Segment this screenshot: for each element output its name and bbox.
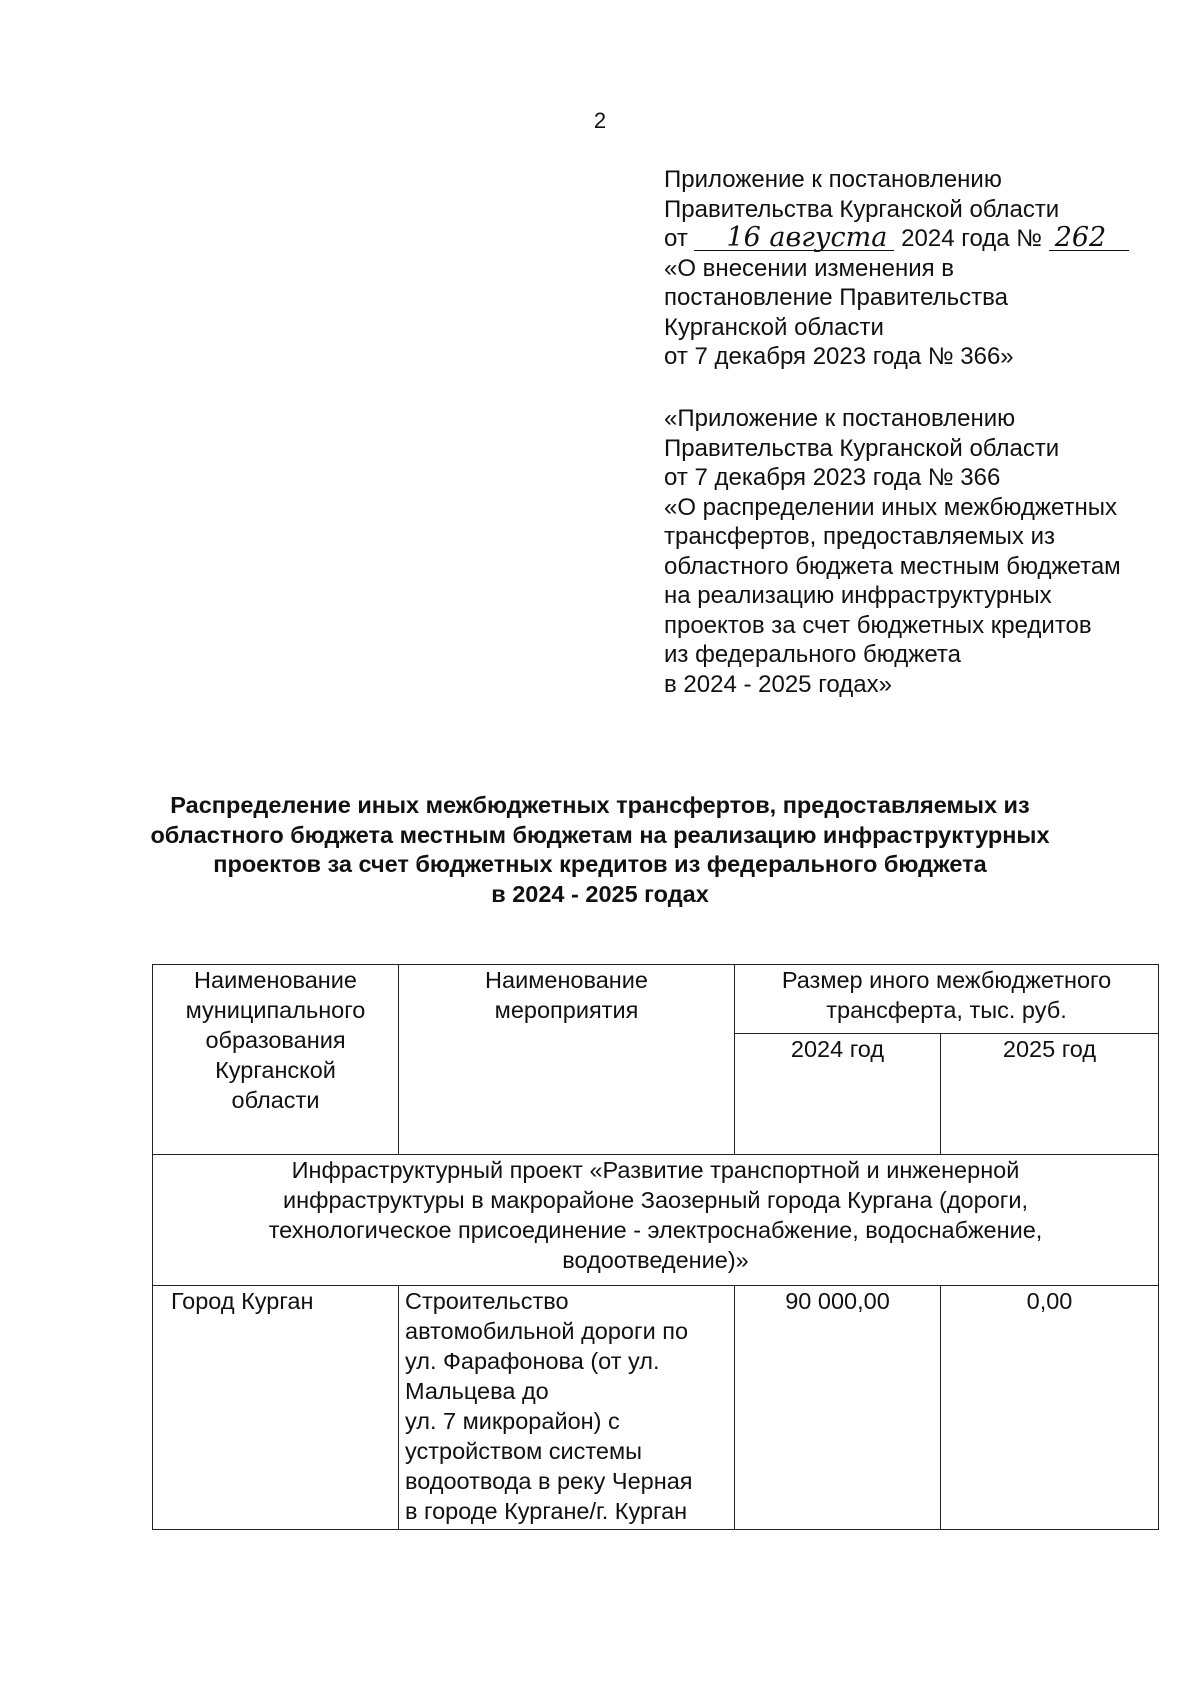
appendix-line: проектов за счет бюджетных кредитов [664,611,1092,639]
cell-event [399,1286,735,1530]
header-line: образования [205,1027,346,1053]
event-line: ул. 7 микрорайон) с [405,1408,620,1434]
event-line: ул. Фарафонова (от ул. [405,1348,660,1374]
event-line: в городе Кургане/г. Курган [405,1498,688,1524]
appendix-line: в 2024 - 2025 годах» [664,670,892,698]
event-line: Мальцева до [405,1378,549,1404]
event-line: устройством системы [405,1438,642,1464]
header-line: Курганской [215,1057,336,1083]
appendix-line: трансфертов, предоставляемых из [664,523,1055,550]
header-event [399,965,735,1155]
title-line: областного бюджета местным бюджетам на реализацию инфраструктурных [150,821,1050,848]
appendix-line: Правительства Курганской области [664,195,1060,223]
appendix-date-line [664,224,1129,254]
appendix-line: Курганской области [664,313,884,341]
appendix-line: Правительства Курганской области [664,434,1060,462]
title-line: проектов за счет бюджетных кредитов из федерального бюджета [213,851,987,877]
project-line: инфраструктуры в макрорайоне Заозерный города Кургана (дороги, [283,1187,1028,1213]
year-text: 2024 года № [901,225,1043,252]
event-line: автомобильной дороги по [405,1318,689,1344]
appendix-line: областного бюджета местным бюджетам [664,552,1121,580]
header-year-2025: 2025 год [941,1034,1159,1155]
document-title [100,791,1100,909]
header-line: Наименование [485,967,648,993]
appendix-line: от 7 декабря 2023 года № 366» [664,343,1014,370]
appendix-line: «О распределении иных межбюджетных [664,493,1117,521]
project-line: Инфраструктурный проект «Развитие транспортной и инженерной [291,1157,1020,1183]
header-line: муниципального [185,997,366,1023]
appendix-line: «О внесении изменения в [664,254,955,282]
header-year-2024: 2024 год [735,1034,941,1155]
cell-municipality: Город Курган [153,1286,399,1530]
cell-amount-2025: 0,00 [941,1286,1159,1530]
appendix-line: «Приложение к постановлению [664,405,1016,432]
transfers-table [152,964,1159,1530]
handwritten-date: 16 августа [694,225,894,251]
date-prefix: от [664,225,688,252]
project-line: водоотведение)» [562,1247,749,1273]
event-line: водоотвода в реку Черная [405,1468,693,1494]
cell-amount-2024: 90 000,00 [735,1286,941,1530]
page-number: 2 [593,108,607,133]
header-line: мероприятия [494,997,639,1023]
header-line: области [231,1087,320,1113]
appendix-line: на реализацию инфраструктурных [664,582,1052,609]
appendix-line: от 7 декабря 2023 года № 366 [664,464,1001,491]
title-line: в 2024 - 2025 годах [491,880,709,907]
appendix-block-original [664,404,1121,699]
appendix-block-current [664,165,1129,372]
title-line: Распределение иных межбюджетных трансфертов, предоставляемых из [170,792,1030,818]
header-line: Наименование [194,967,357,993]
project-row [153,1155,1159,1286]
table-row [153,1286,1159,1530]
appendix-line: из федерального бюджета [664,641,961,668]
header-municipality [153,965,399,1155]
appendix-line: Приложение к постановлению [664,166,1002,193]
project-line: технологическое присоединение - электроснабжение, водоснабжение, [268,1217,1043,1243]
header-line: Размер иного межбюджетного [781,967,1112,993]
handwritten-number: 262 [1049,225,1129,251]
project-title [153,1155,1159,1286]
event-line: Строительство [405,1288,569,1314]
header-amount [735,965,1159,1034]
table-header-row [153,965,1159,1034]
header-line: трансферта, тыс. руб. [826,997,1067,1023]
appendix-line: постановление Правительства [664,284,1008,311]
